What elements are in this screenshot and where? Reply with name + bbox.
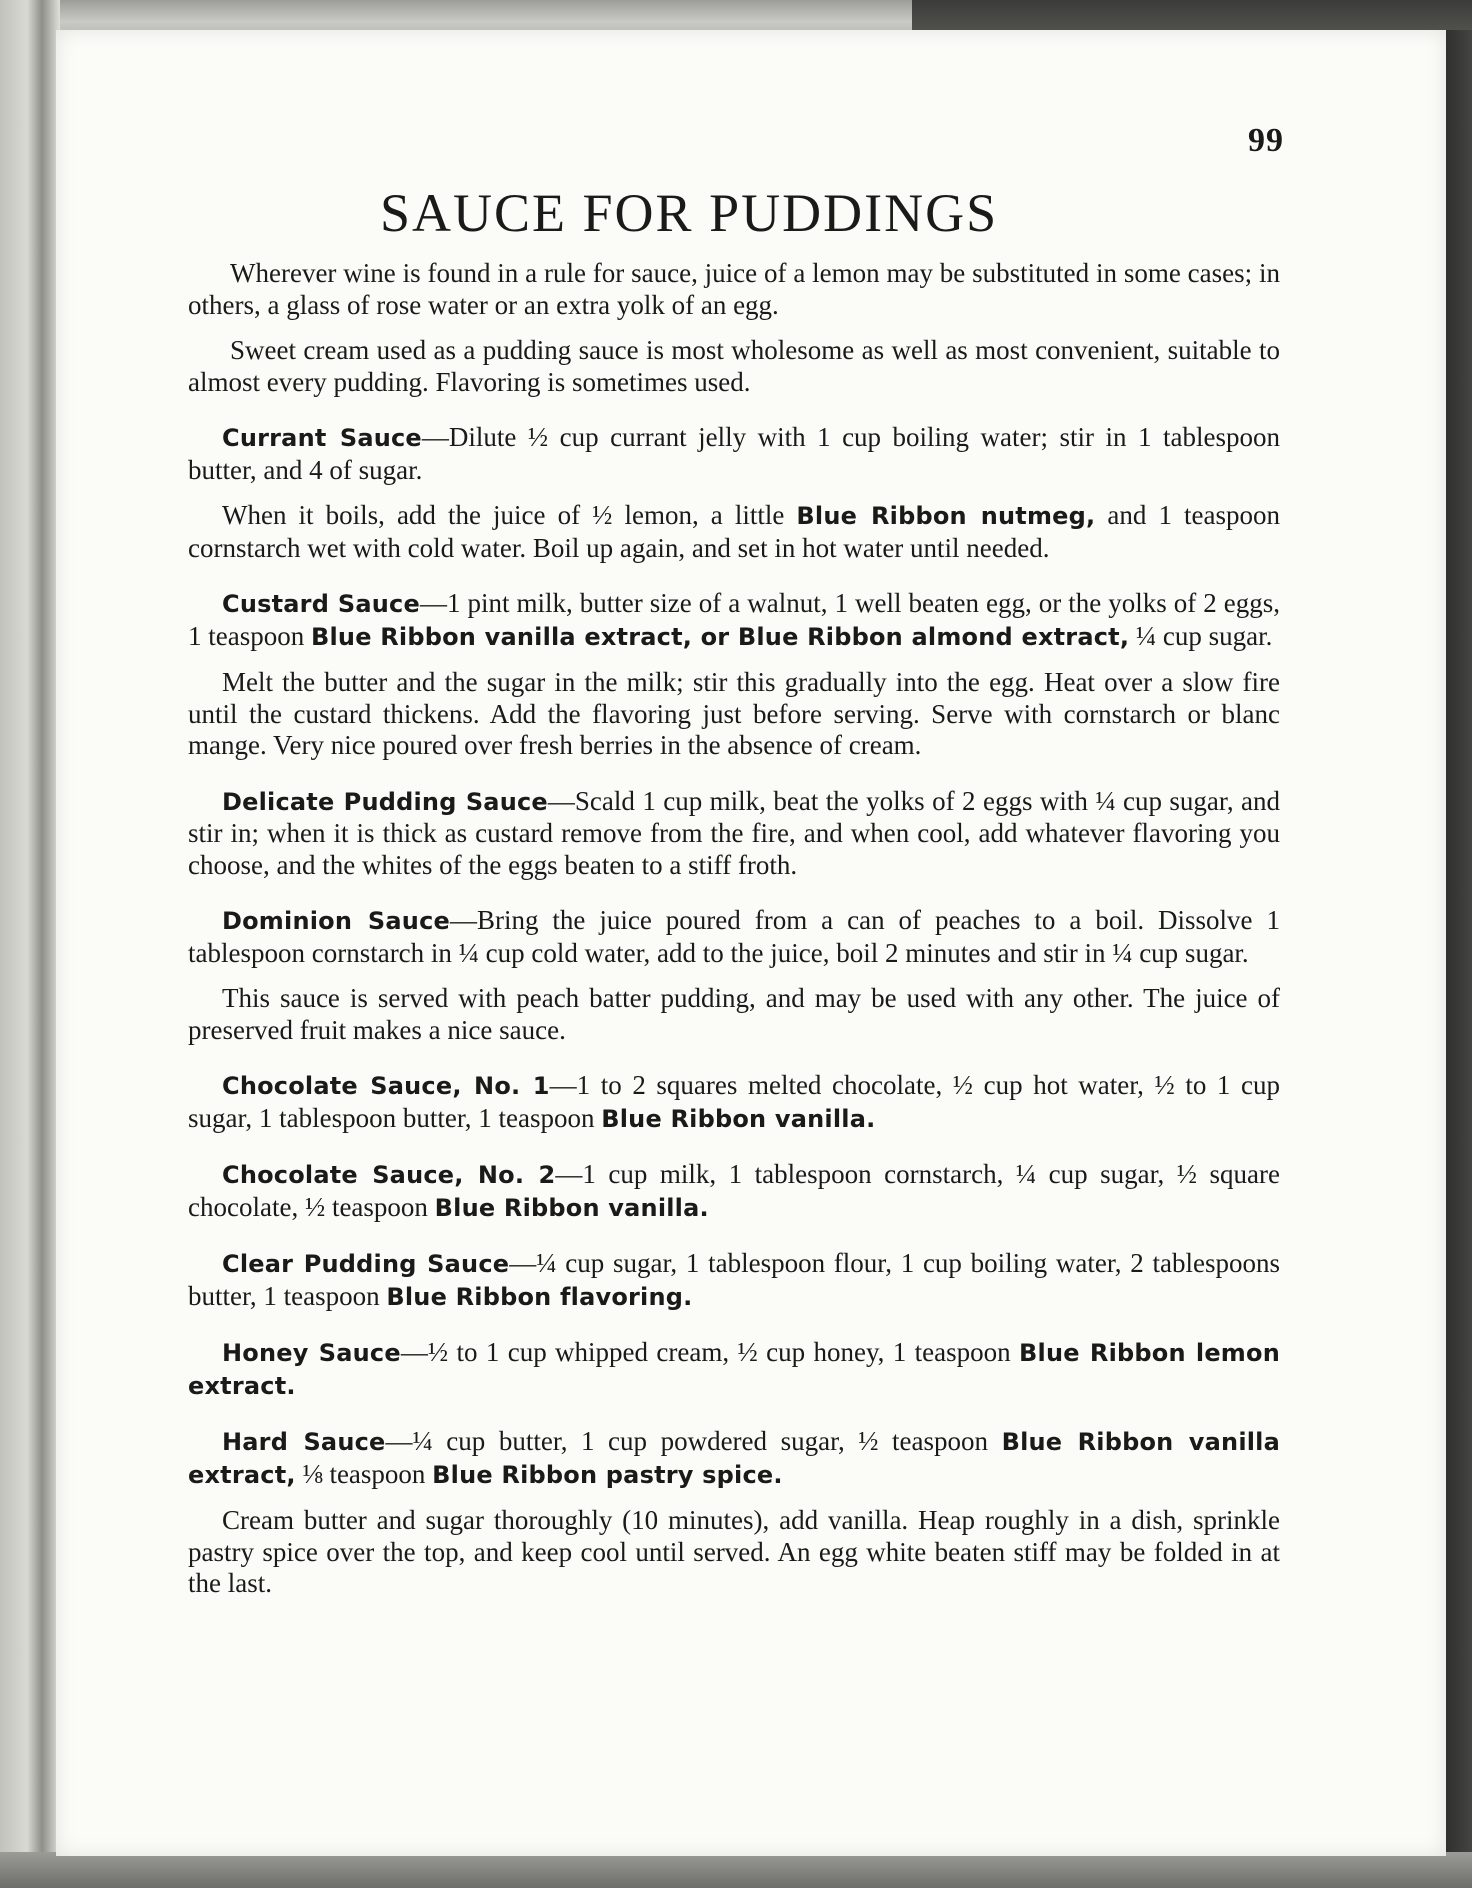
recipe-name: Dominion Sauce bbox=[222, 907, 450, 935]
intro-paragraph: Sweet cream used as a pudding sauce is most wholesome as well as most convenient, suitable to almost every pudding. Flavoring is sometimes used. bbox=[188, 335, 1280, 397]
brand-product: Blue Ribbon vanilla. bbox=[601, 1104, 876, 1133]
brand-product: Blue Ribbon lemon extract. bbox=[188, 1339, 1280, 1400]
recipe-chocolate-sauce-2 bbox=[188, 1159, 1280, 1224]
recipe-currant-sauce bbox=[188, 422, 1280, 486]
brand-product: Blue Ribbon flavoring. bbox=[386, 1282, 693, 1311]
recipe-clear-pudding-sauce bbox=[188, 1248, 1280, 1313]
book-spine-edge bbox=[0, 0, 60, 1888]
recipe-hard-continuation: Cream butter and sugar thoroughly (10 minutes), add vanilla. Heap roughly in a dish, sprinkle pastry spice over the top, and keep cool until served. An egg white beaten stiff may be folded in at the last. bbox=[188, 1505, 1280, 1598]
recipe-text: —1 pint milk, butter size of a walnut, 1 well beaten egg, or the yolks of 2 eggs, 1 teaspoon bbox=[188, 588, 1281, 651]
recipe-name: Chocolate Sauce, No. 2 bbox=[222, 1161, 556, 1189]
recipe-text: —Bring the juice poured from a can of peaches to a boil. Dissolve 1 tablespoon cornstarch in ¼ cup cold water, add to the juice, boil 2 minutes and stir in ¼ cup sugar. bbox=[188, 905, 1280, 968]
recipe-currant-continuation bbox=[188, 500, 1280, 564]
brand-product: Blue Ribbon vanilla extract, or Blue Ribbon almond extract, bbox=[310, 622, 1130, 651]
brand-product: Blue Ribbon vanilla extract, bbox=[188, 1428, 1280, 1489]
brand-product: Blue Ribbon nutmeg, bbox=[796, 502, 1096, 530]
recipe-text: —1 to 2 squares melted chocolate, ½ cup hot water, ½ to 1 cup sugar, 1 tablespoon butter, 1 teaspoon bbox=[188, 1070, 1281, 1133]
recipe-chocolate-sauce-1 bbox=[188, 1070, 1280, 1135]
recipe-text: —¼ cup butter, 1 cup powdered sugar, ½ teaspoon bbox=[385, 1426, 1002, 1456]
recipe-name: Clear Pudding Sauce bbox=[222, 1250, 510, 1278]
recipe-dominion-continuation: This sauce is served with peach batter pudding, and may be used with any other. The juice of preserved fruit makes a nice sauce. bbox=[188, 983, 1280, 1045]
page-title: SAUCE FOR PUDDINGS bbox=[380, 183, 999, 243]
recipe-text: —Scald 1 cup milk, beat the yolks of 2 eggs with ¼ cup sugar, and stir in; when it is thick as custard remove from the fire, and when cool, add whatever flavoring you choose, and the whites of the eggs beaten to a stiff froth. bbox=[188, 785, 1280, 880]
recipe-text: —Dilute ½ cup currant jelly with 1 cup boiling water; stir in 1 tablespoon butter, and 4 of sugar. bbox=[188, 422, 1280, 485]
intro-paragraph: Wherever wine is found in a rule for sauce, juice of a lemon may be substituted in some cases; in others, a glass of rose water or an extra yolk of an egg. bbox=[188, 258, 1280, 320]
recipe-custard-sauce bbox=[188, 588, 1280, 653]
recipe-hard-sauce bbox=[188, 1426, 1280, 1491]
brand-product: Blue Ribbon vanilla. bbox=[434, 1193, 709, 1222]
recipe-name: Honey Sauce bbox=[222, 1339, 401, 1367]
recipe-text: —½ to 1 cup whipped cream, ½ cup honey, 1 teaspoon bbox=[400, 1337, 1020, 1367]
scan-bottom-edge bbox=[0, 1852, 1472, 1888]
recipe-dominion-sauce bbox=[188, 905, 1280, 969]
recipe-honey-sauce bbox=[188, 1337, 1280, 1402]
recipe-name: Hard Sauce bbox=[222, 1428, 386, 1456]
recipe-name: Custard Sauce bbox=[222, 590, 420, 618]
recipe-custard-continuation: Melt the butter and the sugar in the milk; stir this gradually into the egg. Heat over a slow fire until the custard thickens. Add the flavoring just before serving. Serve with cornstarch or blanc mange. Very nice poured over fresh berries in the absence of cream. bbox=[188, 667, 1280, 760]
page-body bbox=[188, 258, 1280, 1600]
recipe-text: —¼ cup sugar, 1 tablespoon flour, 1 cup boiling water, 2 tablespoons butter, 1 teaspoon bbox=[188, 1248, 1280, 1311]
recipe-delicate-pudding-sauce bbox=[188, 786, 1280, 882]
recipe-text: and 1 teaspoon cornstarch wet with cold water. Boil up again, and set in hot water until needed. bbox=[188, 500, 1281, 563]
page-number: 99 bbox=[1248, 122, 1284, 159]
brand-product: Blue Ribbon pastry spice. bbox=[432, 1460, 783, 1489]
scan-right-edge bbox=[1444, 30, 1472, 1888]
recipe-text: ⅛ teaspoon bbox=[295, 1458, 433, 1489]
recipe-name: Chocolate Sauce, No. 1 bbox=[222, 1072, 550, 1100]
recipe-name: Delicate Pudding Sauce bbox=[222, 787, 548, 816]
recipe-text: ¼ cup sugar. bbox=[1129, 620, 1273, 651]
recipe-text: —1 cup milk, 1 tablespoon cornstarch, ¼ cup sugar, ½ square chocolate, ½ teaspoon bbox=[188, 1159, 1281, 1222]
recipe-name: Currant Sauce bbox=[222, 424, 422, 452]
recipe-text: When it boils, add the juice of ½ lemon, a little bbox=[222, 500, 797, 530]
